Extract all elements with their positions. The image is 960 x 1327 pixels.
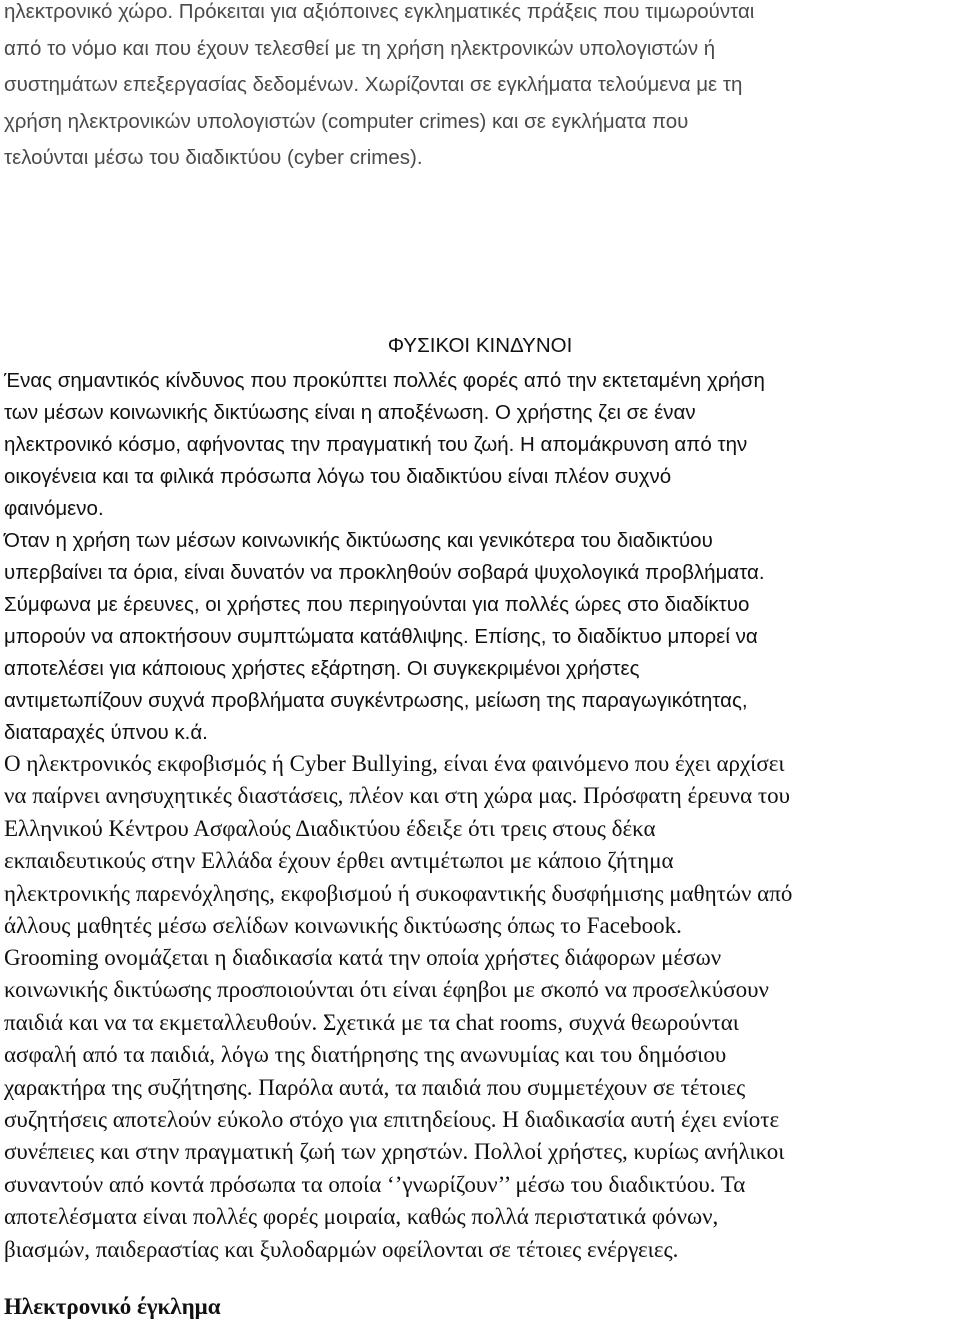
bullying-paragraph: Ο ηλεκτρονικός εκφοβισμός ή Cyber Bullying, είναι ένα φαινόμενο που έχει αρχίσει να παίρνει ανησυχητικές διαστάσεις, πλέον και στη χώρα μας. Πρόσφατη έρευνα του Ελληνικού Κέντρου Ασφαλούς Διαδικτύου έδειξε ότι τρεις στους δέκα εκπαιδευτικούς στην Ελλάδα έχουν έρθει αντιμέτωποι με κάποιο ζήτημα ηλεκτρονικής παρενόχλησης, εκφοβισμού ή συκοφαντικής δυσφήμισης μαθητών από άλλους μαθητές μέσω σελίδων κοινωνικής δικτύωσης όπως το Facebook.: [4, 751, 793, 939]
electronic-crime-heading: Ηλεκτρονικό έγκλημα: [4, 1294, 221, 1319]
physical-dangers-heading: ΦΥΣΙΚΟΙ ΚΙΝΔΥΝΟΙ: [387, 334, 573, 357]
intro-paragraph: ηλεκτρονικό χώρο. Πρόκειται για αξιόποινες εγκληματικές πράξεις που τιμωρούνται από το νόμο και που έχουν τελεσθεί με τη χρήση ηλεκτρονικών υπολογιστών ή συστημάτων επεξεργασίας δεδομένων. Χωρίζονται σε εγκλήματα τελούμενα με τη χρήση ηλεκτρονικών υπολογιστών (computer crimes) και σε εγκλήματα που τελούνται μέσω του διαδικτύου (cyber crimes).: [4, 0, 755, 169]
psychological-paragraph: Όταν η χρήση των μέσων κοινωνικής δικτύωσης και γενικότερα του διαδικτύου υπερβαίνει τα όρια, είναι δυνατόν να προκληθούν σοβαρά ψυχολογικά προβλήματα. Σύμφωνα με έρευνες, οι χρήστες που περιηγούνται για πολλές ώρες στο διαδίκτυο μπορούν να αποκτήσουν συμπτώματα κατάθλιψης. Επίσης, το διαδίκτυο μπορεί να αποτελέσει για κάποιους χρήστες εξάρτηση. Οι συγκεκριμένοι χρήστες αντιμετωπίζουν συχνά προβλήματα συγκέντρωσης, μείωση της παραγωγικότητας, διαταραχές ύπνου κ.ά.: [4, 529, 765, 744]
grooming-paragraph: Grooming ονομάζεται η διαδικασία κατά την οποία χρήστες διάφορων μέσων κοινωνικής δικτύωσης προσποιούνται ότι είναι έφηβοι με σκοπό να προσελκύσουν παιδιά και να τα εκμεταλλευθούν. Σχετικά με τα chat rooms, συχνά θεωρούνται ασφαλή από τα παιδιά, λόγω της διατήρησης της ανωνυμίας και του δημόσιου χαρακτήρα της συζήτησης. Παρόλα αυτά, τα παιδιά που συμμετέχουν σε τέτοιες συζητήσεις αποτελούν εύκολο στόχο για επιτηδείους. Η διαδικασία αυτή έχει ενίοτε συνέπειες και στην πραγματική ζωή των χρηστών. Πολλοί χρήστες, κυρίως ανήλικοι συναντούν από κοντά πρόσωπα τα οποία ‘’γνωρίζουν’’ μέσω του διαδικτύου. Τα αποτελέσματα είναι πολλές φορές μοιραία, καθώς πολλά περιστατικά φόνων, βιασμών, παιδεραστίας και ξυλοδαρμών οφείλονται σε τέτοιες ενέργειες.: [4, 945, 785, 1262]
isolation-paragraph: Ένας σημαντικός κίνδυνος που προκύπτει πολλές φορές από την εκτεταμένη χρήση των μέσων κοινωνικής δικτύωσης είναι η αποξένωση. Ο χρήστης ζει σε έναν ηλεκτρονικό κόσμο, αφήνοντας την πραγματική του ζωή. Η απομάκρυνση από την οικογένεια και τα φιλικά πρόσωπα λόγω του διαδικτύου είναι πλέον συχνό φαινόμενο.: [4, 369, 765, 520]
